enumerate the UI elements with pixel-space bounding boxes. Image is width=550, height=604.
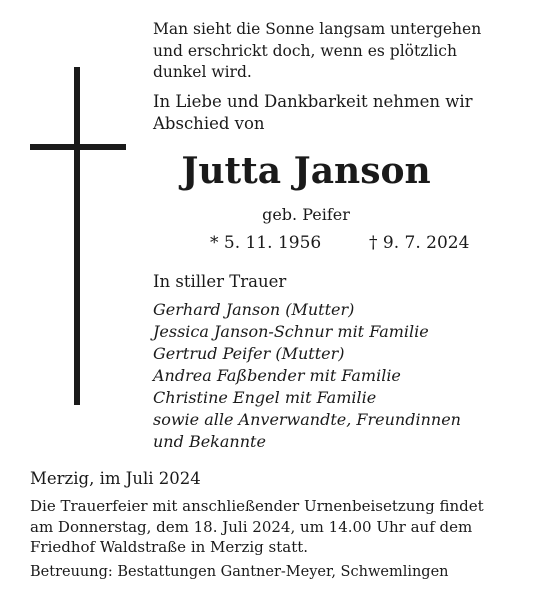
death-date: † 9. 7. 2024	[369, 233, 470, 253]
mourner-item: Gerhard Janson (Mutter)	[153, 300, 355, 319]
mourners-list	[153, 299, 461, 453]
mourner-item: Christine Engel mit Familie	[153, 388, 377, 407]
place-date: Merzig, im Juli 2024	[30, 469, 201, 488]
mourning-heading: In stiller Trauer	[153, 272, 287, 291]
deceased-name: Jutta Janson	[181, 150, 431, 192]
birth-date: * 5. 11. 1956	[210, 233, 322, 253]
mourner-item: und Bekannte	[153, 432, 266, 451]
mourner-item: sowie alle Anverwandte, Freundinnen	[153, 410, 461, 429]
funeral-home-credit: Betreuung: Bestattungen Gantner-Meyer, Schwemlingen	[30, 564, 449, 580]
mourner-item: Andrea Faßbender mit Familie	[153, 366, 401, 385]
mourner-item: Jessica Janson-Schnur mit Familie	[153, 322, 429, 341]
service-info: Die Trauerfeier mit anschließender Urnenbeisetzung findet am Donnerstag, dem 18. Juli 2024, um 14.00 Uhr auf dem Friedhof Waldstraße in Merzig statt.	[30, 497, 484, 556]
intro-text: In Liebe und Dankbarkeit nehmen wir Abschied von	[153, 92, 473, 133]
cross-vertical-bar	[74, 67, 80, 405]
mourner-item: Gertrud Peifer (Mutter)	[153, 344, 345, 363]
maiden-name: geb. Peifer	[262, 205, 350, 224]
poem-text: Man sieht die Sonne langsam untergehen und erschrickt doch, wenn es plötzlich dunkel wird.	[153, 20, 482, 81]
